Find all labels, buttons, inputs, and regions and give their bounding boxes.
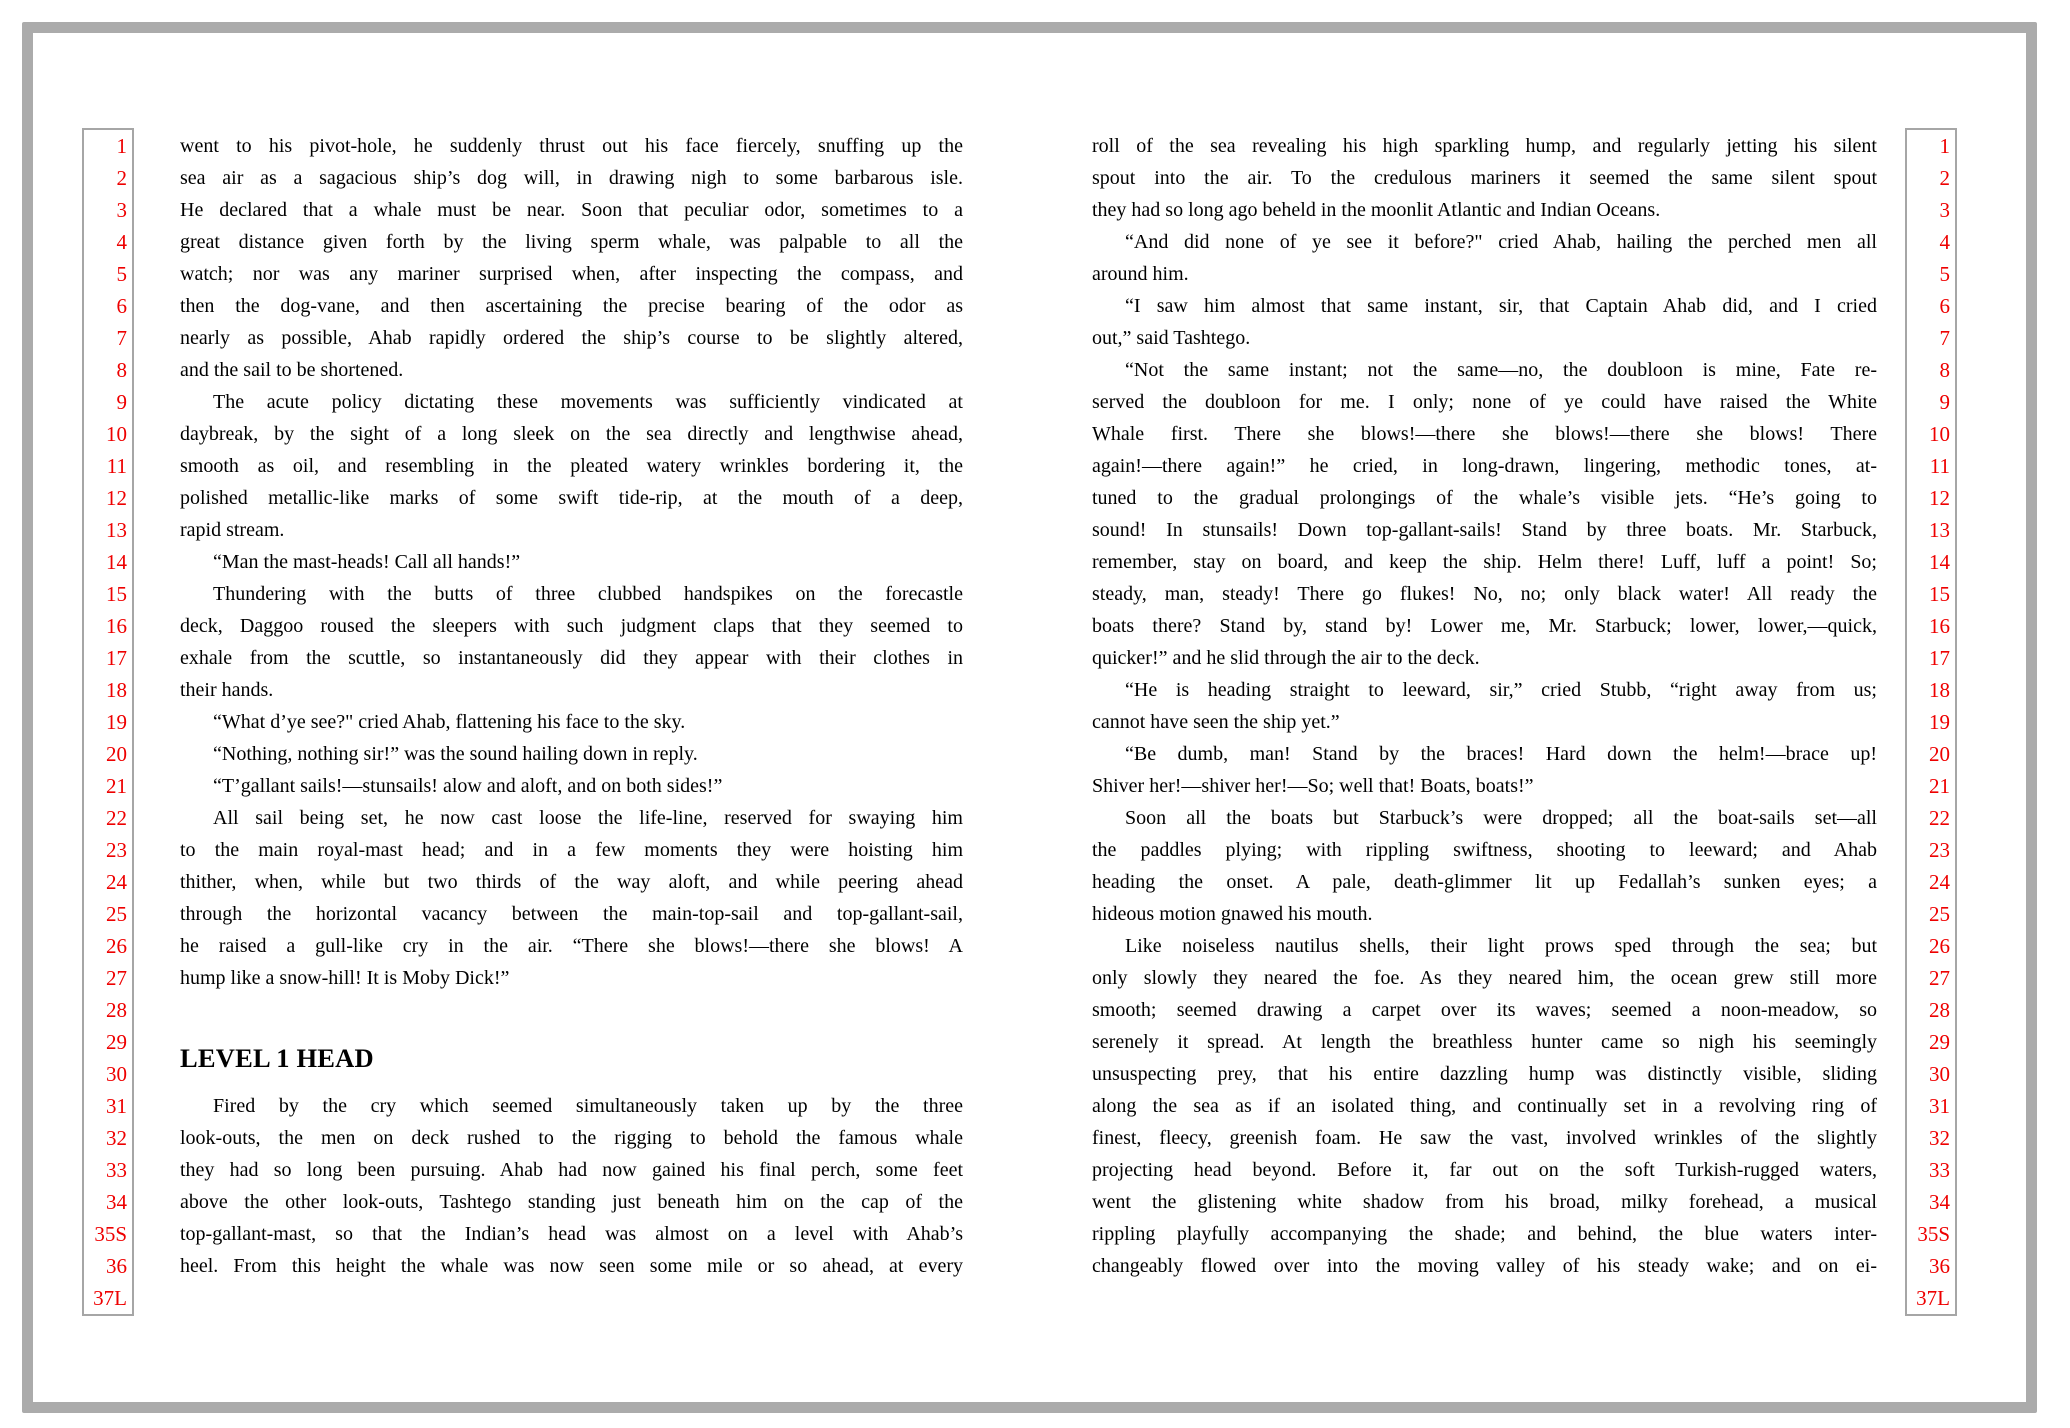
text-line: served the doubloon for me. I only; none of ye could have raised the White bbox=[1092, 391, 1877, 413]
line-number: 21 bbox=[106, 774, 127, 798]
text-line: “Not the same instant; not the same—no, the doubloon is mine, Fate re- bbox=[1125, 359, 1877, 381]
text-line: then the dog-vane, and then ascertaining the precise bearing of the odor as bbox=[180, 295, 963, 317]
line-number: 22 bbox=[106, 806, 127, 830]
line-number: 24 bbox=[1929, 870, 1950, 894]
text-line: serenely it spread. At length the breathless hunter came so nigh his seemingly bbox=[1092, 1031, 1877, 1053]
line-number: 18 bbox=[1929, 678, 1950, 702]
line-number: 20 bbox=[106, 742, 127, 766]
text-line: sea air as a sagacious ship’s dog will, in drawing nigh to some barbarous isle. bbox=[180, 167, 963, 189]
line-number: 32 bbox=[106, 1126, 127, 1150]
text-line: they had so long ago beheld in the moonlit Atlantic and Indian Oceans. bbox=[1092, 199, 1661, 221]
line-number: 8 bbox=[1939, 358, 1950, 382]
text-line: went to his pivot-hole, he suddenly thrust out his face fiercely, snuffing up the bbox=[180, 135, 963, 157]
line-number: 14 bbox=[1929, 550, 1950, 574]
line-number: 9 bbox=[116, 390, 127, 414]
line-number: 26 bbox=[106, 934, 127, 958]
line-number: 3 bbox=[1939, 198, 1950, 222]
text-line: above the other look-outs, Tashtego standing just beneath him on the cap of the bbox=[180, 1191, 963, 1213]
text-line: their hands. bbox=[180, 679, 274, 701]
line-number: 21 bbox=[1929, 774, 1950, 798]
blank-line bbox=[180, 1282, 963, 1314]
blank-line bbox=[1092, 1282, 1877, 1314]
text-line: “Man the mast-heads! Call all hands!” bbox=[213, 551, 521, 573]
line-number: 17 bbox=[106, 646, 127, 670]
line-number: 36 bbox=[106, 1254, 127, 1278]
line-number: 14 bbox=[106, 550, 127, 574]
text-line: Soon all the boats but Starbuck’s were dropped; all the boat-sails set—all bbox=[1125, 807, 1877, 829]
line-number: 31 bbox=[106, 1094, 127, 1118]
text-line: “What d’ye see?" cried Ahab, flattening his face to the sky. bbox=[213, 711, 686, 733]
line-number: 13 bbox=[106, 518, 127, 542]
text-line: “Nothing, nothing sir!” was the sound hailing down in reply. bbox=[213, 743, 698, 765]
text-line: remember, stay on board, and keep the ship. Helm there! Luff, luff a point! So; bbox=[1092, 551, 1877, 573]
text-line: “And did none of ye see it before?" cried Ahab, hailing the perched men all bbox=[1125, 231, 1877, 253]
text-line: He declared that a whale must be near. Soon that peculiar odor, sometimes to a bbox=[180, 199, 963, 221]
line-number: 36 bbox=[1929, 1254, 1950, 1278]
text-line: “I saw him almost that same instant, sir, that Captain Ahab did, and I cried bbox=[1125, 295, 1877, 317]
line-number: 16 bbox=[106, 614, 127, 638]
line-number: 27 bbox=[106, 966, 127, 990]
text-line: cannot have seen the ship yet.” bbox=[1092, 711, 1340, 733]
text-line: rippling playfully accompanying the shade; and behind, the blue waters inter- bbox=[1092, 1223, 1877, 1245]
text-line: “He is heading straight to leeward, sir,” cried Stubb, “right away from us; bbox=[1125, 679, 1877, 701]
text-line: Thundering with the butts of three clubbed handspikes on the forecastle bbox=[213, 583, 963, 605]
line-number: 17 bbox=[1929, 646, 1950, 670]
line-number: 15 bbox=[106, 582, 127, 606]
line-number: 7 bbox=[1939, 326, 1950, 350]
text-line: projecting head beyond. Before it, far out on the soft Turkish-rugged waters, bbox=[1092, 1159, 1877, 1181]
section-heading: LEVEL 1 HEAD bbox=[180, 1043, 374, 1073]
line-number: 19 bbox=[1929, 710, 1950, 734]
text-line: changeably flowed over into the moving valley of his steady wake; and on ei- bbox=[1092, 1255, 1877, 1277]
line-number: 20 bbox=[1929, 742, 1950, 766]
line-number: 11 bbox=[106, 454, 127, 478]
text-line: Like noiseless nautilus shells, their light prows sped through the sea; but bbox=[1125, 935, 1877, 957]
line-number: 5 bbox=[1939, 262, 1950, 286]
line-number: 27 bbox=[1929, 966, 1950, 990]
line-number: 30 bbox=[106, 1062, 127, 1086]
text-line: quicker!” and he slid through the air to the deck. bbox=[1092, 647, 1480, 669]
line-number: 18 bbox=[106, 678, 127, 702]
text-line: heel. From this height the whale was now seen some mile or so ahead, at every bbox=[180, 1255, 963, 1277]
line-number: 26 bbox=[1929, 934, 1950, 958]
text-line: rapid stream. bbox=[180, 519, 285, 541]
line-number: 2 bbox=[116, 166, 127, 190]
line-number: 7 bbox=[116, 326, 127, 350]
line-number: 23 bbox=[1929, 838, 1950, 862]
line-number: 1 bbox=[116, 134, 127, 158]
line-number: 28 bbox=[106, 998, 127, 1022]
text-line: top-gallant-mast, so that the Indian’s head was almost on a level with Ahab’s bbox=[180, 1223, 963, 1245]
text-line: exhale from the scuttle, so instantaneously did they appear with their clothes in bbox=[180, 647, 963, 669]
text-line: watch; nor was any mariner surprised when, after inspecting the compass, and bbox=[180, 263, 963, 285]
text-line: polished metallic-like marks of some swift tide-rip, at the mouth of a deep, bbox=[180, 487, 963, 509]
line-number: 25 bbox=[106, 902, 127, 926]
text-line: Whale first. There she blows!—there she blows!—there she blows! There bbox=[1092, 423, 1877, 445]
line-number: 37L bbox=[1916, 1286, 1950, 1310]
text-line: he raised a gull-like cry in the air. “There she blows!—there she blows! A bbox=[180, 935, 963, 957]
line-number: 2 bbox=[1939, 166, 1950, 190]
line-number: 19 bbox=[106, 710, 127, 734]
text-line: thither, when, while but two thirds of the way aloft, and while peering ahead bbox=[180, 871, 963, 893]
line-number: 16 bbox=[1929, 614, 1950, 638]
line-number: 4 bbox=[116, 230, 127, 254]
line-number: 30 bbox=[1929, 1062, 1950, 1086]
line-number: 5 bbox=[116, 262, 127, 286]
text-line: steady, man, steady! There go flukes! No, no; only black water! All ready the bbox=[1092, 583, 1877, 605]
line-number: 31 bbox=[1929, 1094, 1950, 1118]
text-line: went the glistening white shadow from his broad, milky forehead, a musical bbox=[1092, 1191, 1877, 1213]
line-number: 32 bbox=[1929, 1126, 1950, 1150]
line-number: 12 bbox=[106, 486, 127, 510]
line-number: 35S bbox=[1917, 1222, 1950, 1246]
text-line: “Be dumb, man! Stand by the braces! Hard down the helm!—brace up! bbox=[1125, 743, 1877, 765]
text-line: boats there? Stand by, stand by! Lower me, Mr. Starbuck; lower, lower,—quick, bbox=[1092, 615, 1877, 637]
text-line: to the main royal-mast head; and in a few moments they were hoisting him bbox=[180, 839, 963, 861]
text-line: nearly as possible, Ahab rapidly ordered the ship’s course to be slightly altered, bbox=[180, 327, 963, 349]
line-number: 9 bbox=[1939, 390, 1950, 414]
text-line: through the horizontal vacancy between the main-top-sail and top-gallant-sail, bbox=[180, 903, 963, 925]
line-number: 22 bbox=[1929, 806, 1950, 830]
text-line: Fired by the cry which seemed simultaneously taken up by the three bbox=[213, 1095, 963, 1117]
right-line-number-gutter bbox=[1905, 128, 1957, 1316]
line-number: 34 bbox=[1929, 1190, 1950, 1214]
line-number: 24 bbox=[106, 870, 127, 894]
text-line: sound! In stunsails! Down top-gallant-sails! Stand by three boats. Mr. Starbuck, bbox=[1092, 519, 1877, 541]
text-line: unsuspecting prey, that his entire dazzling hump was distinctly visible, sliding bbox=[1092, 1063, 1877, 1085]
text-line: along the sea as if an isolated thing, and continually set in a revolving ring of bbox=[1092, 1095, 1877, 1117]
text-line: and the sail to be shortened. bbox=[180, 359, 404, 381]
line-number: 10 bbox=[1929, 422, 1950, 446]
text-line: hideous motion gnawed his mouth. bbox=[1092, 903, 1373, 925]
line-number: 15 bbox=[1929, 582, 1950, 606]
line-number: 33 bbox=[106, 1158, 127, 1182]
text-line: “T’gallant sails!—stunsails! alow and aloft, and on both sides!” bbox=[213, 775, 723, 797]
line-number: 33 bbox=[1929, 1158, 1950, 1182]
text-line: great distance given forth by the living sperm whale, was palpable to all the bbox=[180, 231, 963, 253]
text-line: they had so long been pursuing. Ahab had now gained his final perch, some feet bbox=[180, 1159, 963, 1181]
line-number: 3 bbox=[116, 198, 127, 222]
text-line: around him. bbox=[1092, 263, 1189, 285]
line-number: 11 bbox=[1929, 454, 1950, 478]
left-page-text-column bbox=[180, 130, 963, 1314]
text-line: daybreak, by the sight of a long sleek on the sea directly and lengthwise ahead, bbox=[180, 423, 963, 445]
text-line: the paddles plying; with rippling swiftness, shooting to leeward; and Ahab bbox=[1092, 839, 1877, 861]
right-page-text-column bbox=[1092, 130, 1877, 1314]
line-number: 34 bbox=[106, 1190, 127, 1214]
line-number: 25 bbox=[1929, 902, 1950, 926]
line-number: 4 bbox=[1939, 230, 1950, 254]
text-line: The acute policy dictating these movements was sufficiently vindicated at bbox=[213, 391, 963, 413]
text-line: heading the onset. A pale, death-glimmer lit up Fedallah’s sunken eyes; a bbox=[1092, 871, 1877, 893]
text-line: tuned to the gradual prolongings of the whale’s visible jets. “He’s going to bbox=[1092, 487, 1877, 509]
text-line: only slowly they neared the foe. As they neared him, the ocean grew still more bbox=[1092, 967, 1877, 989]
text-line: roll of the sea revealing his high sparkling hump, and regularly jetting his silent bbox=[1092, 135, 1877, 157]
line-number: 8 bbox=[116, 358, 127, 382]
text-line: smooth as oil, and resembling in the pleated watery wrinkles bordering it, the bbox=[180, 455, 963, 477]
line-number: 13 bbox=[1929, 518, 1950, 542]
line-number: 12 bbox=[1929, 486, 1950, 510]
blank-line bbox=[180, 994, 963, 1026]
line-number: 6 bbox=[116, 294, 127, 318]
text-line: deck, Daggoo roused the sleepers with such judgment claps that they seemed to bbox=[180, 615, 963, 637]
text-line: spout into the air. To the credulous mariners it seemed the same silent spout bbox=[1092, 167, 1877, 189]
text-line: hump like a snow-hill! It is Moby Dick!” bbox=[180, 967, 510, 989]
text-line: smooth; seemed drawing a carpet over its waves; seemed a noon-meadow, so bbox=[1092, 999, 1877, 1021]
text-line: finest, fleecy, greenish foam. He saw the vast, involved wrinkles of the slightly bbox=[1092, 1127, 1877, 1149]
text-line: again!—there again!” he cried, in long-drawn, lingering, methodic tones, at- bbox=[1092, 455, 1877, 477]
line-number: 1 bbox=[1939, 134, 1950, 158]
text-line: All sail being set, he now cast loose the life-line, reserved for swaying him bbox=[213, 807, 963, 829]
line-number: 37L bbox=[93, 1286, 127, 1310]
line-number: 10 bbox=[106, 422, 127, 446]
line-number: 28 bbox=[1929, 998, 1950, 1022]
line-number: 23 bbox=[106, 838, 127, 862]
line-number: 35S bbox=[94, 1222, 127, 1246]
text-line: look-outs, the men on deck rushed to the rigging to behold the famous whale bbox=[180, 1127, 963, 1149]
text-line: out,” said Tashtego. bbox=[1092, 327, 1251, 349]
line-number: 6 bbox=[1939, 294, 1950, 318]
line-number: 29 bbox=[106, 1030, 127, 1054]
line-number: 29 bbox=[1929, 1030, 1950, 1054]
left-line-number-gutter bbox=[82, 128, 134, 1316]
text-line: Shiver her!—shiver her!—So; well that! Boats, boats!” bbox=[1092, 775, 1534, 797]
